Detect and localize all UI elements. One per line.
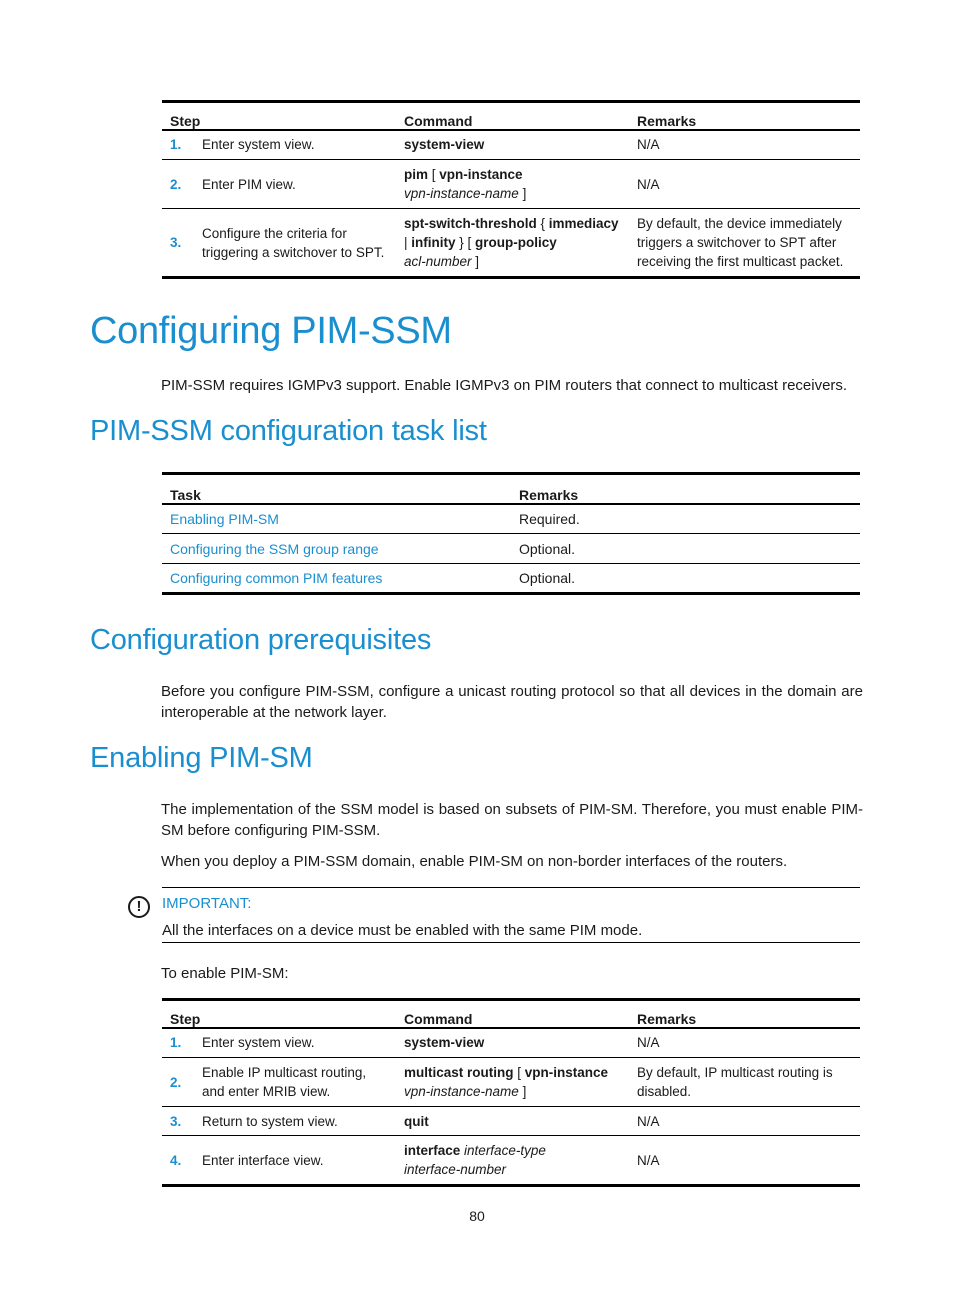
table-row [162,209,860,278]
col-step: Step [162,1000,396,1028]
task-list-heading: PIM-SSM configuration task list [90,415,487,447]
task-link-ssm-group-range[interactable]: Configuring the SSM group range [162,534,511,564]
enabling-paragraph-1: The implementation of the SSM model is based on subsets of PIM-SM. Therefore, you must enable PIM-SM before configuring PIM-SSM. [161,801,863,839]
col-task: Task [162,474,511,504]
step-number: 3. [162,1107,194,1136]
step-number: 1. [162,1028,194,1058]
step-description: Enter PIM view. [194,160,396,209]
col-remarks: Remarks [511,474,860,504]
step-description: Enter system view. [194,1028,396,1058]
step-number: 3. [162,209,194,278]
col-command: Command [396,102,629,130]
task-remarks: Required. [511,504,860,534]
table-row [162,1136,860,1186]
step-command: system-view [396,130,629,160]
table-row [162,504,860,534]
step-remarks: By default, IP multicast routing is disabled. [629,1058,860,1107]
table-row [162,534,860,564]
important-icon: ! [128,896,150,918]
prereq-heading: Configuration prerequisites [90,624,432,656]
step-number: 1. [162,130,194,160]
important-label: IMPORTANT: [162,895,252,912]
step-command: system-view [396,1028,629,1058]
table-row [162,1058,860,1107]
step-remarks: N/A [629,1107,860,1136]
step-description: Configure the criteria for triggering a switchover to SPT. [194,209,396,278]
step-command: pim [ vpn-instance vpn-instance-name ] [396,160,629,209]
section-title: Configuring PIM-SSM [90,310,452,352]
page-number: 80 [469,1208,485,1224]
step-command: interface interface-type interface-number [396,1136,629,1186]
intro-paragraph: PIM-SSM requires IGMPv3 support. Enable IGMPv3 on PIM routers that connect to multicast receivers. [161,377,848,394]
step-number: 4. [162,1136,194,1186]
step-description: Return to system view. [194,1107,396,1136]
col-command: Command [396,1000,629,1028]
enable-pim-sm-steps-table [162,998,860,1187]
table-row [162,1028,860,1058]
task-remarks: Optional. [511,534,860,564]
task-link-enabling-pim-sm[interactable]: Enabling PIM-SM [162,504,511,534]
table-row [162,130,860,160]
step-remarks: N/A [629,1028,860,1058]
spt-switchover-steps-table [162,100,860,279]
col-remarks: Remarks [629,1000,860,1028]
step-number: 2. [162,1058,194,1107]
step-command: quit [396,1107,629,1136]
lead-in: To enable PIM-SM: [161,965,289,982]
enabling-paragraph-2: When you deploy a PIM-SSM domain, enable PIM-SM on non-border interfaces of the routers. [161,853,788,870]
table-row [162,160,860,209]
important-note [136,887,860,943]
step-remarks: N/A [629,130,860,160]
step-command: multicast routing [ vpn-instance vpn-instance-name ] [396,1058,629,1107]
step-description: Enter interface view. [194,1136,396,1186]
prereq-paragraph: Before you configure PIM-SSM, configure a unicast routing protocol so that all devices in the domain are interoperable at the network layer. [161,683,863,721]
enabling-heading: Enabling PIM-SM [90,742,313,774]
col-step: Step [162,102,396,130]
important-text: All the interfaces on a device must be enabled with the same PIM mode. [162,922,643,939]
step-remarks: By default, the device immediately triggers a switchover to SPT after receiving the first multicast packet. [629,209,860,278]
step-description: Enable IP multicast routing, and enter MRIB view. [194,1058,396,1107]
step-remarks: N/A [629,1136,860,1186]
task-remarks: Optional. [511,564,860,594]
table-row [162,1107,860,1136]
task-link-common-pim-features[interactable]: Configuring common PIM features [162,564,511,594]
col-remarks: Remarks [629,102,860,130]
table-row [162,564,860,594]
step-number: 2. [162,160,194,209]
task-list-table [162,472,860,595]
step-description: Enter system view. [194,130,396,160]
step-command: spt-switch-threshold { immediacy | infinity } [ group-policy acl-number ] [396,209,629,278]
step-remarks: N/A [629,160,860,209]
